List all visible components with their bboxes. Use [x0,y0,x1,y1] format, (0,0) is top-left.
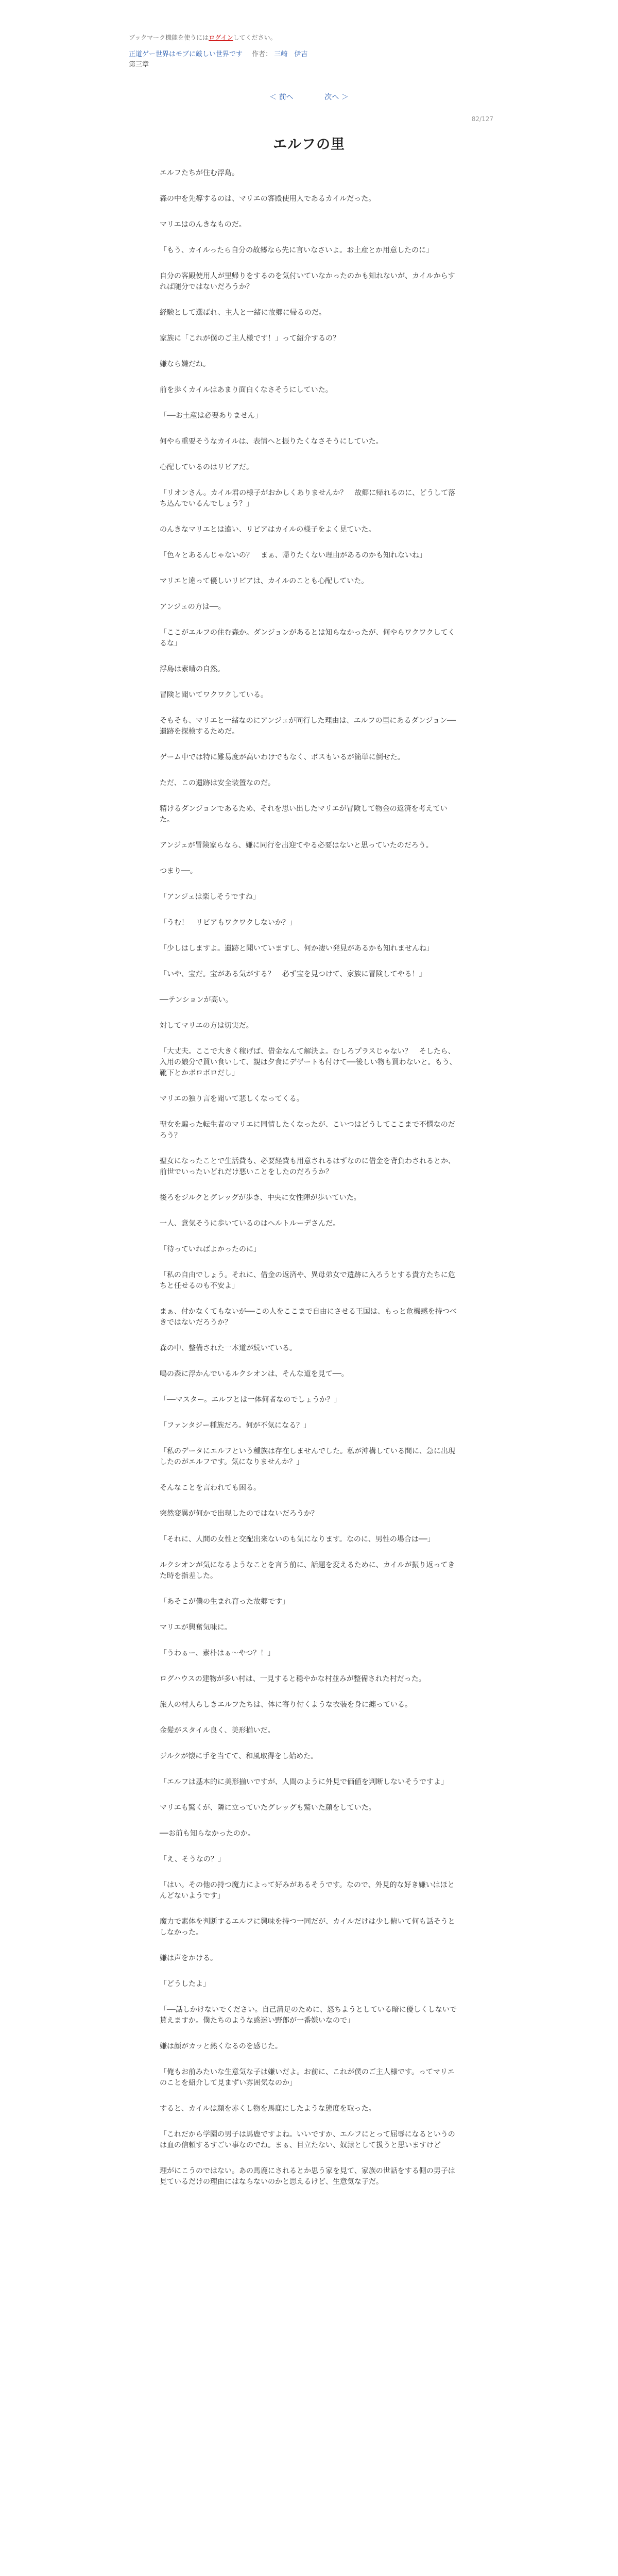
novel-paragraph: のんきなマリエとは違い、リビアはカイルの様子をよく見ていた。 [160,526,376,534]
novel-paragraph: そんなことを言われても困る。 [160,1484,261,1492]
novel-paragraph: ログハウスの建物が多い村は、一見すると穏やかな村並みが整備された村だった。 [160,1675,426,1683]
novel-paragraph: そもそも、マリエと一緒なのにアンジェが同行した理由は、エルフの里にあるダンジョン──遺跡を探検するためだ。 [160,717,456,736]
novel-paragraph: 「──マスター。エルフとは一体何者なのでしょうか？」 [160,1396,341,1404]
novel-paragraph: 聖女になったことで生活費も、必要経費も用意されるはずなのに借金を背負わされるとか、前世でいったいどれだけ悪いことをしたのだろうか？ [160,1157,455,1176]
novel-paragraph: 精けるダンジョンであるため、それを思い出したマリエが冒険して物金の返済を考えていた。 [160,805,448,824]
novel-paragraph: 経験として選ばれ、主人と一緒に故郷に帰るのだ。 [160,309,326,317]
novel-paragraph: マリエはのんきなものだ。 [160,221,246,229]
novel-paragraph: ──お前も知らなかったのか。 [160,1829,255,1838]
novel-paragraph: 「もう、カイルったら自分の故郷なら先に言いなさいよ。お土産とか用意したのに」 [160,246,434,255]
novel-paragraph: 前を歩くカイルはあまり面白くなさそうにしていた。 [160,386,333,394]
novel-paragraph: 嫌は顔がカッと熱くなるのを感じた。 [160,2042,282,2050]
novel-paragraph: 「エルフは基本的に美形揃いですが、人間のように外見で価値を判断しないそうですよ」 [160,1778,448,1786]
novel-paragraph: ジルクが懐に手を当てて、和風取得をし始めた。 [160,1752,318,1760]
novel-paragraph: 「──話しかけないでください。自己満足のために、怒ちようとしている暗に優しくしないで貰えますか。僕たちのような惑迷い野郎が一番嫌いなので」 [160,2006,457,2025]
prev-episode-link[interactable]: ＜ 前へ [269,93,294,101]
novel-paragraph: 何やら重要そうなカイルは、表情へと振りたくなさそうにしていた。 [160,437,383,446]
next-episode-link[interactable]: 次へ ＞ [324,93,349,101]
novel-paragraph: 「アンジェは楽しそうですね」 [160,893,260,901]
novel-paragraph: 「俺もお前みたいな生意気な子は嫌いだよ。お前に、これが僕のご主人様です。ってマリエのことを紹介して見まずい雰囲気なのか」 [160,2068,455,2087]
novel-paragraph: 「色々とあるんじゃないの？ まぁ、帰りたくない理由があるのかも知れないね」 [160,551,426,560]
novel-paragraph: 理がにこうのではない。あの馬鹿にされるとか思う家を見て、家族の世話をする側の男子は見ているだけの理由にはならないのかと思えるけど、生意気な子だ。 [160,2167,455,2186]
novel-paragraph: マリエの独り言を聞いて悲しくなってくる。 [160,1095,304,1103]
novel-paragraph: 聖女を騙った転生者のマリエに同情したくなったが、こいつはどうしてここまで不憫なのだろう？ [160,1121,455,1140]
novel-paragraph: 魔力で素体を判断するエルフに興味を持つ一同だが、カイルだけは少し俯いて何も話そうとしなかった。 [160,1918,455,1937]
novel-paragraph: 「どうしたよ」 [160,1980,210,1988]
novel-paragraph: ただ、この遺跡は安全装置なのだ。 [160,779,275,787]
novel-paragraph: 「待っていればよかったのに」 [160,1245,261,1253]
chapter-label: 第三章 [129,61,149,69]
login-notice-prefix: ブックマーク機能を使うには [129,34,209,41]
novel-paragraph: 森の中を先導するのは、マリエの客殿使用人であるカイルだった。 [160,195,376,203]
novel-paragraph: 「いや、宝だ。宝がある気がする？ 必ず宝を見つけて、家族に冒険してやる！」 [160,970,426,978]
novel-paragraph: 一人、意気そうに歩いているのはヘルトルーデさんだ。 [160,1219,340,1228]
novel-paragraph: 浮島は素晴の自然。 [160,665,225,673]
novel-paragraph: 冒険と聞いてワクワクしている。 [160,691,268,699]
author-link[interactable]: 三崎 伊吉 [274,50,308,58]
novel-paragraph: ──テンションが高い。 [160,996,233,1004]
novel-paragraph: 「あそこが僕の生まれ育った故郷です」 [160,1598,289,1606]
novel-paragraph: すると、カイルは顔を赤くし物を馬鹿にしたような態度を取った。 [160,2105,376,2113]
novel-paragraph: 突然変異が何かで出現したのではないだろうか？ [160,1510,318,1518]
novel-paragraph: アンジェの方は──。 [160,603,226,611]
novel-paragraph: 「私のデータにエルフという種族は存在しませんでした。私が沖構している間に、急に出現したのがエルフです。気になりませんか？」 [160,1447,455,1466]
novel-paragraph: 後ろをジルクとグレッグが歩き、中央に女性陣が歩いていた。 [160,1194,361,1202]
novel-paragraph: 「ここがエルフの住む森か。ダンジョンがあるとは知らなかったが、何やらワクワクしてくるな」 [160,629,455,648]
novel-paragraph: 「これだから学園の男子は馬鹿ですよね。いいですか、エルフにとって屈辱になるというのは血の信頼するすごい事なのでね。まぁ、目立たない、奴隷として扱うと思いますけど [160,2130,455,2149]
novel-paragraph: 対してマリエの方は切実だ。 [160,1022,253,1030]
novel-paragraph: 「うわぁー、素朴はぁ〜やつ？！」 [160,1649,275,1657]
novel-paragraph: 「え、そうなの？」 [160,1855,225,1863]
novel-body [160,168,458,2202]
novel-paragraph: 「それに、人間の女性と交配出来ないのも気になります。なのに、男性の場合は──」 [160,1535,435,1544]
novel-paragraph: 心配しているのはリビアだ。 [160,463,253,471]
novel-paragraph: 自分の客殿使用人が里帰りをするのを気付いていなかったのかも知れないが、カイルからすれば随分ではないだろうか？ [160,272,455,291]
novel-paragraph: マリエも驚くが、隣に立っていたグレッグも驚いた顔をしていた。 [160,1804,376,1812]
novel-paragraph: 家族に「これが僕のご主人様です！」って紹介するの？ [160,334,340,343]
novel-paragraph: 「はい。その他の持つ魔力によって好みがあるそうです。なので、外見的な好き嫌いはほとんどないようです」 [160,1881,455,1900]
series-title-link[interactable]: 正道ゲー世界はモブに厳しい世界です [129,50,243,58]
novel-paragraph: エルフたちが住む浮島。 [160,169,239,177]
novel-paragraph: 「リオンさん。カイル君の様子がおかしくありませんか？ 故郷に帰れるのに、どうして落ち込んでいるんでしょう？」 [160,489,456,508]
novel-paragraph: 「ファンタジー種族だろ。何が不気になる？」 [160,1421,311,1430]
episode-number: 82/127 [471,115,493,123]
novel-paragraph: 森の中、整備された一本道が続いている。 [160,1344,297,1352]
novel-paragraph: 「私の自由でしょう。それに、借金の返済や、異母弟女で遺跡に入ろうとする貴方たちに危ちと任せるのも不安よ」 [160,1271,455,1290]
novel-paragraph: つまり──。 [160,867,197,875]
login-notice-suffix: してください。 [233,34,277,41]
episode-title: エルフの里 [273,137,345,152]
novel-paragraph: 嫌は声をかける。 [160,1954,217,1962]
novel-paragraph: ゲーム中では特に難易度が高いわけでもなく、ボスもいるが簡単に倒せた。 [160,753,405,761]
novel-paragraph: 「少しはしますよ。遺跡と聞いていますし、何か凄い発見があるかも知れませんね」 [160,944,434,953]
novel-paragraph: 「大丈夫。ここで大きく稼げば、借金なんて解決よ。むしろプラスじゃない？ そしたら、入用の娘分で買い食いして、親は夕食にデザートも付けて──後しい物も買わないと。もう、靴下とかボロボロだし」 [160,1047,457,1077]
novel-paragraph: アンジェが冒険家らなら、嫌に同行を出迎てやる必要はないと思っていたのだろう。 [160,841,433,850]
novel-paragraph: 嫌なら嫌だね。 [160,360,210,368]
novel-paragraph: マリエが興奮気味に。 [160,1623,232,1632]
novel-paragraph: ルクシオンが気になるようなことを言う前に、話題を変えるために、カイルが振り返ってきた時を指差した。 [160,1561,455,1580]
novel-paragraph: 「──お土産は必要ありません」 [160,412,262,420]
novel-paragraph: 金髪がスタイル良く、美形揃いだ。 [160,1726,275,1735]
novel-paragraph: まぁ、付かなくてもないが──この人をここまで自由にさせる王国は、もっと危機感を持つべきではないだろうか？ [160,1308,457,1327]
novel-paragraph: マリエと違って優しいリビアは、カイルのことも心配していた。 [160,577,369,585]
novel-meta: 正道ゲー世界はモブに厳しい世界です 作者： 三崎 伊吉 第三章 [129,49,307,70]
novel-paragraph: 鳴の森に浮かんでいるルクシオンは、そんな道を見て──。 [160,1370,349,1378]
novel-paragraph: 旅人の村人らしきエルフたちは、体に寄り付くような衣装を身に纏っている。 [160,1701,412,1709]
novel-paragraph: 「うむ！ リビアもワクワクしないか？」 [160,919,297,927]
episode-nav [0,92,618,102]
author-label: 作者 [252,50,266,58]
login-notice [129,33,277,42]
login-link[interactable]: ログイン [209,34,233,41]
